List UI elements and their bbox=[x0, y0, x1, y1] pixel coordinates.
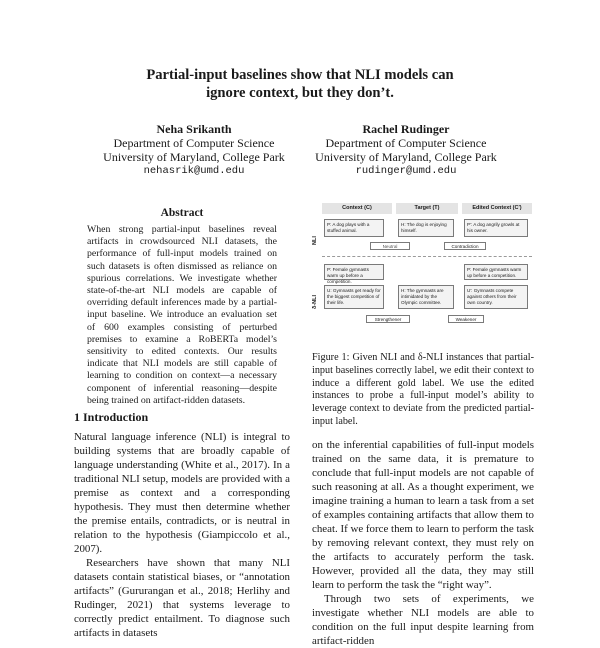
figure-1-caption: Figure 1: Given NLI and δ-NLI instances that partial-input baselines correctly label, we edit their context to induce a different gold label. We use the edited instances to probe a full-input model’s ability to leverage context to deviate from the predicted partial-input label. bbox=[312, 352, 534, 427]
figure-nli-premise: P: A dog plays with a stuffed animal. bbox=[324, 219, 384, 237]
right-column-text bbox=[312, 438, 534, 648]
figure-dnli-label-strengthener: Strengthener bbox=[366, 315, 410, 323]
abstract-heading: Abstract bbox=[160, 207, 204, 219]
author-email[interactable]: rudinger@umd.edu bbox=[355, 165, 457, 177]
title-line-1: Partial-input baselines show that NLI models can bbox=[146, 67, 454, 83]
author-name: Rachel Rudinger bbox=[362, 122, 450, 136]
right-paragraph-1: on the inferential capabilities of full-input models trained on the same data, it is premature to conclude that full-input models are not capable of such reasoning at all. As a thought experiment, we imagine training a human to learn a task from a set of examples containing artifacts that allow them to cheat. If we force them to learn to perform the task by removing relevant context, they must rely on the artifacts to accurately perform the task. However, provided all the data, they may still learn to perform the task the “right way”. bbox=[312, 439, 534, 591]
figure-header-context: Context (C) bbox=[322, 203, 392, 214]
author-univ: University of Maryland, College Park bbox=[315, 150, 497, 164]
figure-nli-edited-premise: P′: A dog angrily growls at his owner. bbox=[464, 219, 528, 237]
figure-dnli-label-weakener: Weakener bbox=[448, 315, 484, 323]
author-univ: University of Maryland, College Park bbox=[103, 150, 285, 164]
figure-nli-hypothesis: H: The dog is enjoying himself. bbox=[398, 219, 454, 237]
figure-dnli-hypothesis: H: The gymnasts are intimidated by the Olympic committee. bbox=[398, 285, 454, 309]
intro-paragraph-2: Researchers have shown that many NLI datasets contain statistical biases, or “annotation artifacts” (Gururangan et al., 2018; Herlihy and Rudinger, 2021) that systems leverage to correctly predict entailment. To diagnose such artifacts in datasets bbox=[74, 557, 290, 639]
paper-title bbox=[60, 66, 540, 102]
title-line-2: ignore context, but they don’t. bbox=[206, 85, 394, 101]
figure-1 bbox=[312, 203, 532, 343]
intro-paragraph-1: Natural language inference (NLI) is integral to building systems that are broadly capable of language understanding (White et al., 2017). In a traditional NLI setup, models are provided with a premise as context and a corresponding hypothesis. They must then determine whether the premise entails, contradicts, or is neutral in relation to the hypothesis (Giampiccolo et al., 2007). bbox=[74, 431, 290, 555]
author-email[interactable]: nehasrik@umd.edu bbox=[143, 165, 245, 177]
author-name: Neha Srikanth bbox=[156, 122, 232, 136]
figure-dnli-premise: P: Female gymnasts warm up before a competition. bbox=[324, 264, 384, 280]
right-paragraph-2: Through two sets of experiments, we investigate whether NLI models are able to condition on the full input despite learning from artifact-ridden bbox=[312, 593, 534, 647]
figure-header-target: Target (T) bbox=[396, 203, 458, 214]
figure-row-label-dnli: δ-NLI bbox=[312, 294, 318, 310]
author-dept: Department of Computer Science bbox=[113, 136, 275, 150]
abstract-text: When strong partial-input baselines reveal artifacts in crowdsourced NLI datasets, the performance of full-input models trained on such datasets is often dismissed as reliance on spurious correlations. We investigate whether state-of-the-art NLI models are capable of overriding default inferences made by a partial-input baseline. We introduce an evaluation set of 600 examples consisting of perturbed premises to examine a RoBERTa model’s sensitivity to edited contexts. Our results indicate that NLI models are still capable of learning to condition on context—a necessary component of inferential reasoning—despite being trained on artifact-ridden datasets. bbox=[87, 224, 277, 406]
figure-nli-label-neutral: Neutral bbox=[370, 242, 410, 250]
author-block-1 bbox=[84, 122, 304, 178]
figure-dnli-update: U: Gymnasts get ready for the biggest competition of their life. bbox=[324, 285, 384, 309]
author-block-2 bbox=[296, 122, 516, 178]
figure-dnli-edited-update: U′: Gymnasts compete against others from their own country. bbox=[464, 285, 528, 309]
author-dept: Department of Computer Science bbox=[325, 136, 487, 150]
figure-divider bbox=[322, 256, 532, 257]
figure-dnli-premise-copy: P: Female gymnasts warm up before a competition. bbox=[464, 264, 528, 280]
left-column-text bbox=[74, 430, 290, 640]
figure-header-edited-context: Edited Context (C′) bbox=[462, 203, 532, 214]
section-heading-introduction: 1 Introduction bbox=[74, 410, 149, 424]
figure-row-label-nli: NLI bbox=[312, 236, 318, 246]
figure-nli-label-contradiction: Contradiction bbox=[444, 242, 486, 250]
